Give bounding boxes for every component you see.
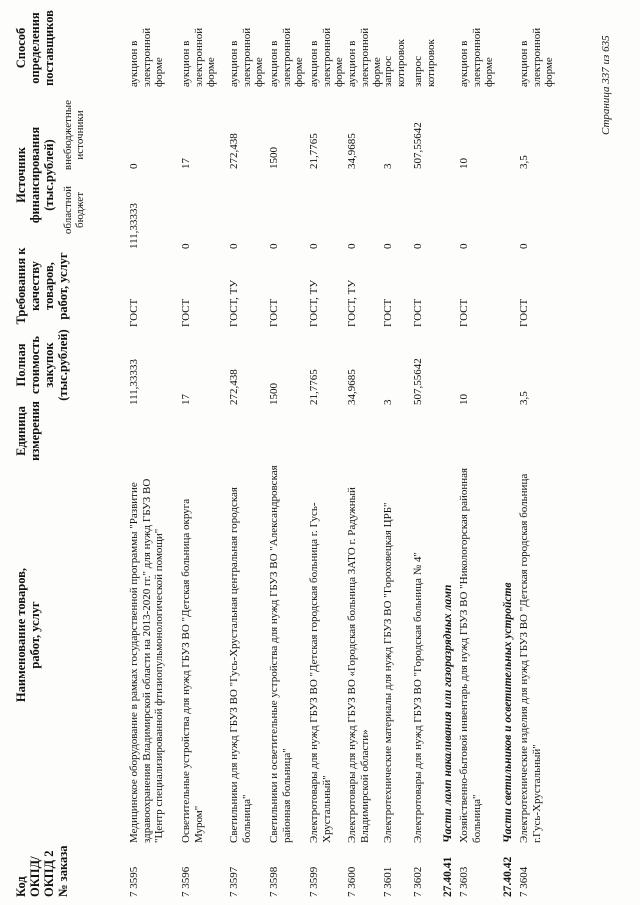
table-row: 7 3601 Электротехнические материалы для нужд ГБУЗ ВО "Гороховецкая ЦРБ" 3 ГОСТ 0 3 запрос котировок xyxy=(382,39,407,897)
page-number: Страница 337 из 635 xyxy=(600,35,612,135)
header-unit: Единица измерения xyxy=(14,401,42,461)
table-row: 7 3595 Медицинское оборудование в рамках государственной программы "Развитие здравоохранения Владимирской области на 2013-2020 гг." для нужд ГБУЗ ВО "Центр специализированной фтизиопульмонологической помощи" 111,33333 ГОСТ 111,33333 0 аукцион в электронной форме xyxy=(128,27,165,897)
header-cost: Полная стоимость закупок (тыс.рублей) xyxy=(14,329,70,401)
header-financing: Источник финансирования (тыс.рублей) xyxy=(14,126,56,224)
header-code: Код ОКПД/ ОКПД 2 № заказа xyxy=(14,845,70,897)
header-fin-regional: областной бюджет xyxy=(62,185,86,235)
header-name: Наименование товаров, работ, услуг xyxy=(14,567,42,703)
table-row: 7 3599 Электротовары для нужд ГБУЗ ВО "Детская городская больница г. Гусь-Хрустальный" 21,7765 ГОСТ, ТУ 0 21,7765 аукцион в электронной форме xyxy=(308,27,345,897)
section-heading: 27.40.41Части ламп накаливания или газоразрядных ламп xyxy=(442,584,454,897)
table-row: 7 3604 Электротехнические изделия для нужд ГБУЗ ВО "Детская городская больница г.Гусь-Хрустальный" 3,5 ГОСТ 0 3,5 аукцион в электронной форме xyxy=(518,27,555,897)
header-fin-extra: внебюджетные источники xyxy=(62,99,86,171)
header-requirements: Требования к качеству товаров, работ, услуг xyxy=(14,247,70,325)
table-row: 7 3600 Электротовары для нужд ГБУЗ ВО «Городская больница ЗАТО г. Радужный Владимирской области» 34,9685 ГОСТ, ТУ 0 34,9685 аукцион в электронной форме xyxy=(346,27,383,897)
header-method: Способ определения поставщиков xyxy=(14,10,56,86)
table-row: 7 3597 Светильники для нужд ГБУЗ ВО "Гусь-Хрустальная центральная городская больница" 272,438 ГОСТ, ТУ 0 272,438 аукцион в электронной форме xyxy=(228,27,265,897)
table-row: 7 3603 Хозяйственно-бытовой инвентарь для нужд ГБУЗ ВО "Никологорская районная больница" 10 ГОСТ 0 10 аукцион в электронной форме xyxy=(458,27,495,897)
section-heading: 27.40.42Части светильников и осветительных устройств xyxy=(502,582,514,897)
table-row: 7 3602 Электротовары для нужд ГБУЗ ВО "Городская больница № 4" 507,55642 ГОСТ 0 507,55642 запрос котировок xyxy=(412,39,437,897)
table-row: 7 3598 Светильники и осветительные устройства для нужд ГБУЗ ВО "Александровская районная больница" 1500 ГОСТ 0 1500 аукцион в электронной форме xyxy=(268,27,305,897)
table-row: 7 3596 Осветительные устройства для нужд ГБУЗ ВО "Детская больница округа Муром" 17 ГОСТ 0 17 аукцион в электронной форме xyxy=(180,27,217,897)
